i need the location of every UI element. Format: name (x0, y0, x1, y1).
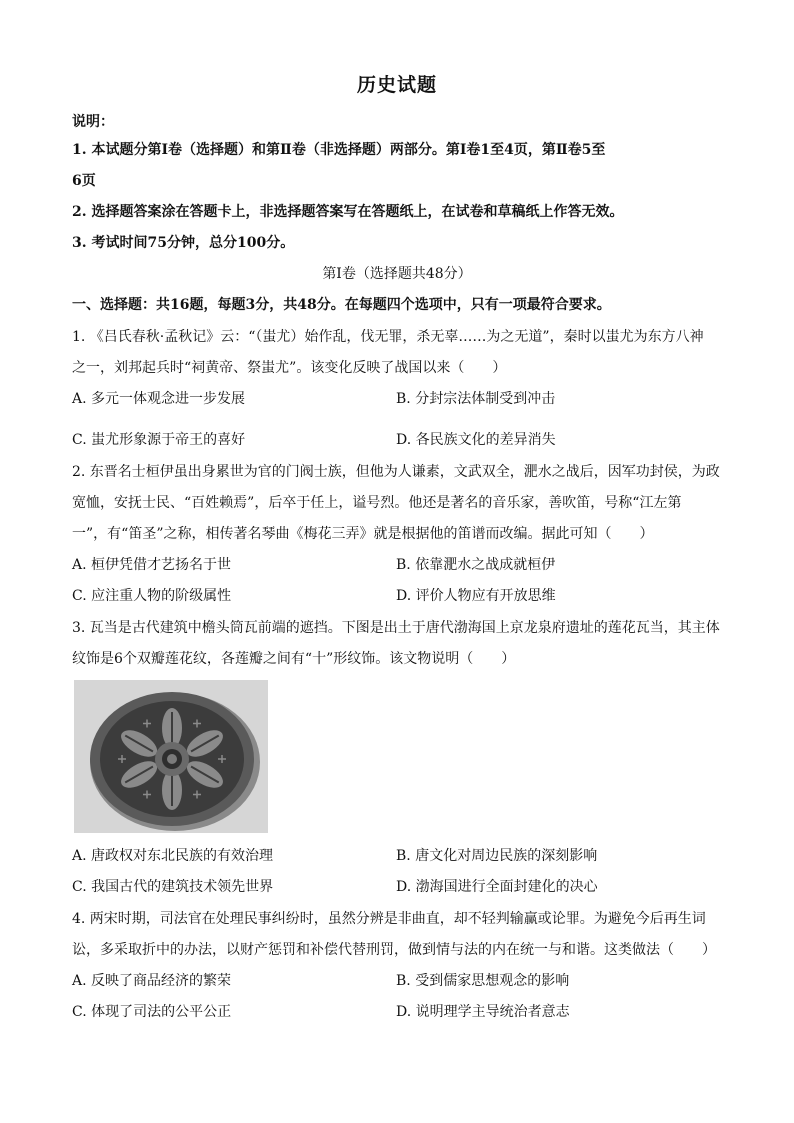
question-3-option-d: D. 渤海国进行全面封建化的决心 (396, 879, 598, 895)
question-4-option-b: B. 受到儒家思想观念的影响 (396, 973, 570, 989)
question-1-option-b: B. 分封宗法体制受到冲击 (396, 391, 556, 407)
section-title: 第Ⅰ卷（选择题共48分） (322, 266, 472, 282)
instruction-3: 3. 考试时间75分钟，总分100分。 (72, 235, 295, 251)
question-2-option-a: A. 桓伊凭借才艺扬名于世 (72, 557, 232, 573)
instruction-1-line-2: 6页 (72, 173, 96, 189)
instruction-1-line-1: 1. 本试题分第Ⅰ卷（选择题）和第Ⅱ卷（非选择题）两部分。第Ⅰ卷1至4页，第Ⅱ卷5至 (72, 142, 606, 158)
question-4-option-d: D. 说明理学主导统治者意志 (396, 1004, 570, 1020)
question-2-line-3: 一”，有“笛圣”之称，相传著名琴曲《梅花三弄》就是根据他的笛谱而改编。据此可知（ ） (72, 526, 654, 542)
question-3-option-a: A. 唐政权对东北民族的有效治理 (72, 848, 274, 864)
question-2-option-c: C. 应注重人物的阶级属性 (72, 588, 232, 604)
question-1-option-d: D. 各民族文化的差异消失 (396, 432, 556, 448)
question-2-option-d: D. 评价人物应有开放思维 (396, 588, 556, 604)
question-4-option-a: A. 反映了商品经济的繁荣 (72, 973, 232, 989)
question-4-line-1: 4. 两宋时期，司法官在处理民事纠纷时，虽然分辨是非曲直，却不轻判输赢或论罪。为避免今后再生词 (72, 911, 706, 927)
instructions-heading: 说明： (72, 114, 114, 130)
question-4-line-2: 讼，多采取折中的办法，以财产惩罚和补偿代替刑罚，做到情与法的内在统一与和谐。这类做法（ ） (72, 942, 716, 958)
question-3-option-b: B. 唐文化对周边民族的深刻影响 (396, 848, 598, 864)
question-3-option-c: C. 我国古代的建筑技术领先世界 (72, 879, 274, 895)
question-3-line-2: 纹饰是6个双瓣莲花纹，各莲瓣之间有“十”形纹饰。该文物说明（ ） (72, 651, 516, 667)
page-title: 历史试题 (356, 74, 437, 96)
question-2-line-1: 2. 东晋名士桓伊虽出身累世为官的门阀士族，但他为人谦素，文武双全，淝水之战后，因军功封侯，为政 (72, 464, 720, 480)
question-2-option-b: B. 依靠淝水之战成就桓伊 (396, 557, 556, 573)
question-1-line-2: 之一，刘邦起兵时“祠黄帝、祭蚩尤”。该变化反映了战国以来（ ） (72, 360, 507, 376)
question-3-line-1: 3. 瓦当是古代建筑中檐头筒瓦前端的遮挡。下图是出土于唐代渤海国上京龙泉府遗址的莲花瓦当，其主体 (72, 620, 720, 636)
question-4-option-c: C. 体现了司法的公平公正 (72, 1004, 232, 1020)
lotus-tile-photo (74, 680, 268, 833)
tile-center-dot (167, 754, 177, 764)
question-1-option-c: C. 蚩尤形象源于帝王的喜好 (72, 432, 246, 448)
part-heading: 一、选择题：共16题，每题3分，共48分。在每题四个选项中，只有一项最符合要求。 (72, 297, 611, 313)
question-2-line-2: 宽恤，安抚士民、“百姓赖焉”，后卒于任上，谥号烈。他还是著名的音乐家，善吹笛，号称“江左第 (72, 495, 682, 511)
instruction-2: 2. 选择题答案涂在答题卡上，非选择题答案写在答题纸上，在试卷和草稿纸上作答无效。 (72, 204, 624, 220)
question-1-option-a: A. 多元一体观念进一步发展 (72, 391, 246, 407)
lotus-tile-image (74, 680, 268, 833)
question-1-line-1: 1. 《吕氏春秋·孟秋记》云：“（蚩尤）始作乱，伐无罪，杀无辜……为之无道”，秦时以蚩尤为东方八神 (72, 329, 704, 345)
